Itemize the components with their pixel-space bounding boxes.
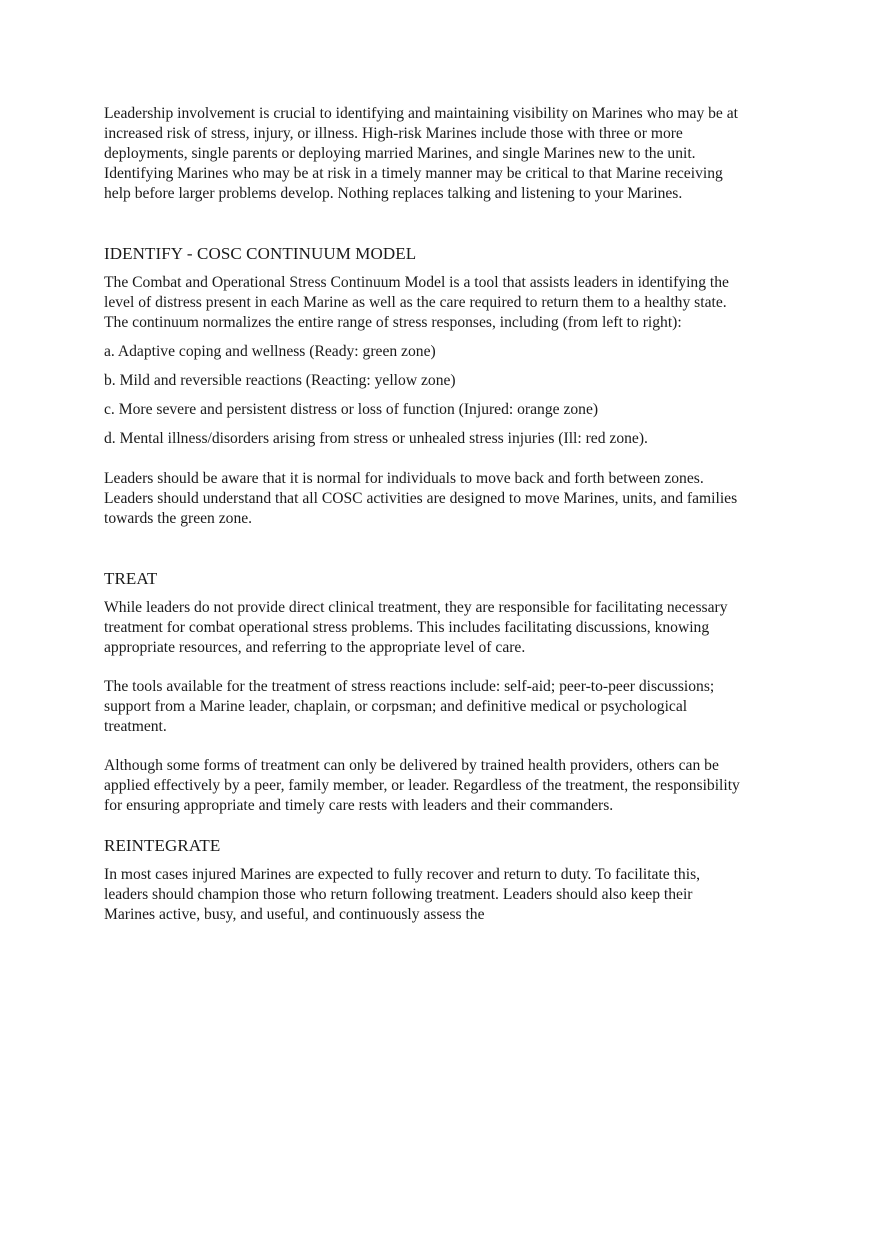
identify-closing-paragraph: Leaders should be aware that it is normal for individuals to move back and forth between zones. Leaders should understand that all COSC activities are designed to move Marines, units, and families towards the green zone. (104, 470, 738, 527)
list-item-orange-zone: c. More severe and persistent distress or loss of function (Injured: orange zone) (104, 401, 599, 418)
reintegrate-heading: REINTEGRATE (104, 836, 221, 855)
list-item-green-zone: a. Adaptive coping and wellness (Ready: green zone) (104, 343, 436, 360)
treat-paragraph-2: The tools available for the treatment of stress reactions include: self-aid; peer-to-peer discussions; support from a Marine leader, chaplain, or corpsman; and definitive medical or psychological treatment. (104, 678, 715, 735)
reintegrate-paragraph: In most cases injured Marines are expected to fully recover and return to duty. To facilitate this, leaders should champion those who return following treatment. Leaders should also keep their Marines active, busy, and useful, and continuously assess the (104, 866, 701, 923)
intro-paragraph: Leadership involvement is crucial to identifying and maintaining visibility on Marines who may be at increased risk of stress, injury, or illness. High-risk Marines include those with three or more deployments, single parents or deploying married Marines, and single Marines new to the unit. Identifying Marines who may be at risk in a timely manner may be critical to that Marine receiving help before larger problems develop. Nothing replaces talking and listening to your Marines. (104, 105, 739, 202)
treat-heading: TREAT (104, 569, 158, 588)
treat-paragraph-3: Although some forms of treatment can only be delivered by trained health providers, others can be applied effectively by a peer, family member, or leader. Regardless of the treatment, the responsibility for ensuring appropriate and timely care rests with leaders and their commanders. (104, 757, 740, 814)
list-item-yellow-zone: b. Mild and reversible reactions (Reacting: yellow zone) (104, 372, 456, 389)
list-item-red-zone: d. Mental illness/disorders arising from stress or unhealed stress injuries (Ill: red zone). (104, 430, 648, 447)
identify-paragraph: The Combat and Operational Stress Continuum Model is a tool that assists leaders in identifying the level of distress present in each Marine as well as the care required to return them to a healthy state. The continuum normalizes the entire range of stress responses, including (from left to right): (104, 274, 729, 331)
treat-paragraph-1: While leaders do not provide direct clinical treatment, they are responsible for facilitating necessary treatment for combat operational stress problems. This includes facilitating discussions, knowing appropriate resources, and referring to the appropriate level of care. (104, 599, 728, 656)
document-page (104, 104, 744, 925)
identify-heading: IDENTIFY - COSC CONTINUUM MODEL (104, 244, 417, 263)
